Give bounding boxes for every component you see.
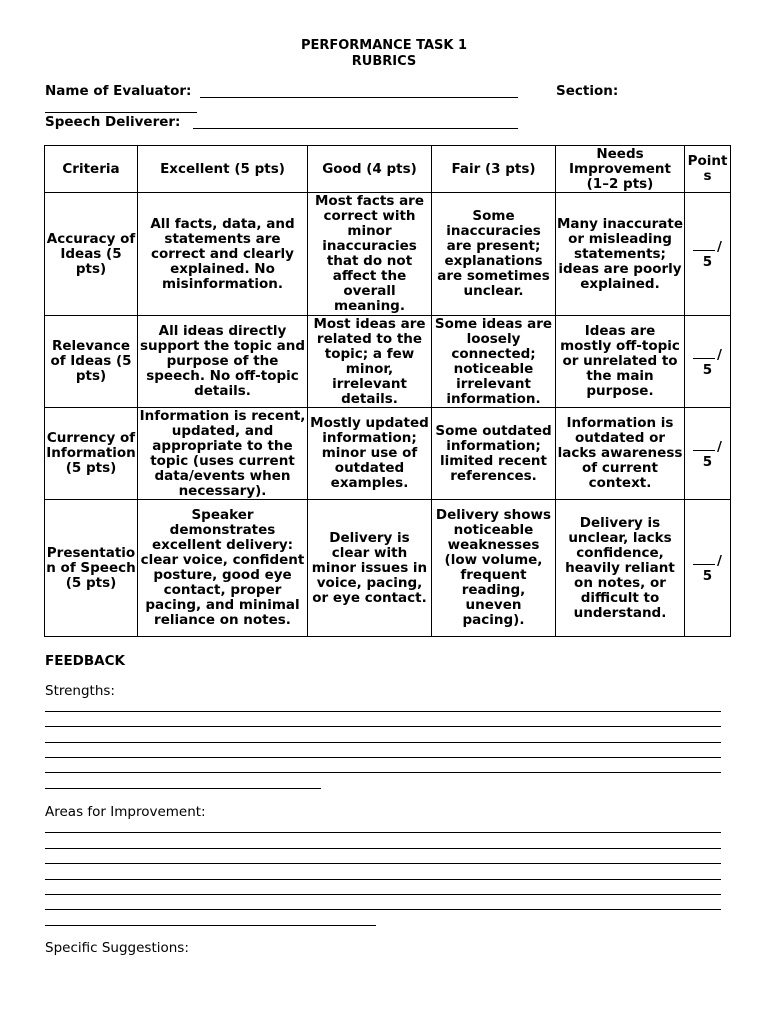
needs-improvement-cell: Information is outdated or lacks awareness of current context. [556,408,685,500]
header-points: Points [685,146,731,193]
evaluator-field[interactable] [200,97,518,98]
fair-cell: Some inaccuracies are present; explanations are sometimes unclear. [432,193,556,316]
points-blank[interactable] [693,346,715,359]
suggestions-label: Specific Suggestions: [45,940,189,956]
improvement-line[interactable] [45,879,721,880]
points-blank[interactable] [693,438,715,451]
criteria-cell: Presentation of Speech (5 pts) [45,500,138,637]
excellent-cell: All ideas directly support the topic and purpose of the speech. No off-topic details. [138,316,308,408]
header-good: Good (4 pts) [308,146,432,193]
header-fair: Fair (3 pts) [432,146,556,193]
header-excellent: Excellent (5 pts) [138,146,308,193]
improvement-line[interactable] [45,848,721,849]
table-row [45,316,731,408]
deliverer-label: Speech Deliverer: [45,114,181,130]
strengths-line[interactable] [45,726,721,727]
points-total: / 5 [702,553,722,584]
excellent-cell: Speaker demonstrates excellent delivery: clear voice, confident posture, good eye contact, proper pacing, and minimal reliance on notes. [138,500,308,637]
section-field[interactable] [45,112,197,113]
table-row [45,408,731,500]
page-title: PERFORMANCE TASK 1 [300,38,468,53]
strengths-line[interactable] [45,742,721,743]
criteria-cell: Relevance of Ideas (5 pts) [45,316,138,408]
rubric-table [44,145,731,637]
table-row [45,500,731,637]
feedback-heading: FEEDBACK [45,653,125,669]
table-header-row [45,146,731,193]
needs-improvement-cell: Many inaccurate or misleading statements; ideas are poorly explained. [556,193,685,316]
good-cell: Mostly updated information; minor use of outdated examples. [308,408,432,500]
strengths-line[interactable] [45,788,321,789]
good-cell: Delivery is clear with minor issues in voice, pacing, or eye contact. [308,500,432,637]
header-needs-improvement: Needs Improvement (1–2 pts) [556,146,685,193]
needs-improvement-cell: Ideas are mostly off-topic or unrelated to the main purpose. [556,316,685,408]
points-cell[interactable] [685,193,731,316]
points-blank[interactable] [693,552,715,565]
fair-cell: Some ideas are loosely connected; noticeable irrelevant information. [432,316,556,408]
improvement-line[interactable] [45,894,721,895]
fair-cell: Delivery shows noticeable weaknesses (low volume, frequent reading, uneven pacing). [432,500,556,637]
points-cell[interactable] [685,316,731,408]
improvement-line[interactable] [45,863,721,864]
strengths-line[interactable] [45,772,721,773]
improvement-line[interactable] [45,832,721,833]
points-cell[interactable] [685,500,731,637]
table-row [45,193,731,316]
points-blank[interactable] [693,238,715,251]
good-cell: Most facts are correct with minor inaccuracies that do not affect the overall meaning. [308,193,432,316]
fair-cell: Some outdated information; limited recent references. [432,408,556,500]
evaluator-label: Name of Evaluator: [45,83,192,99]
strengths-line[interactable] [45,757,721,758]
improvement-line[interactable] [45,925,376,926]
section-label: Section: [556,83,619,99]
excellent-cell: All facts, data, and statements are correct and clearly explained. No misinformation. [138,193,308,316]
points-cell[interactable] [685,408,731,500]
points-total: / 5 [702,438,722,470]
improvement-label: Areas for Improvement: [45,804,206,820]
criteria-cell: Accuracy of Ideas (5 pts) [45,193,138,316]
criteria-cell: Currency of Information (5 pts) [45,408,138,500]
needs-improvement-cell: Delivery is unclear, lacks confidence, heavily reliant on notes, or difficult to understand. [556,500,685,637]
excellent-cell: Information is recent, updated, and appropriate to the topic (uses current data/events when necessary). [138,408,308,500]
points-total: / 5 [702,239,722,270]
improvement-line[interactable] [45,909,721,910]
good-cell: Most ideas are related to the topic; a few minor, irrelevant details. [308,316,432,408]
strengths-line[interactable] [45,711,721,712]
points-total: / 5 [702,346,722,378]
deliverer-field[interactable] [193,128,518,129]
page-subtitle: RUBRICS [351,54,417,69]
header-criteria: Criteria [45,146,138,193]
strengths-label: Strengths: [45,683,115,699]
